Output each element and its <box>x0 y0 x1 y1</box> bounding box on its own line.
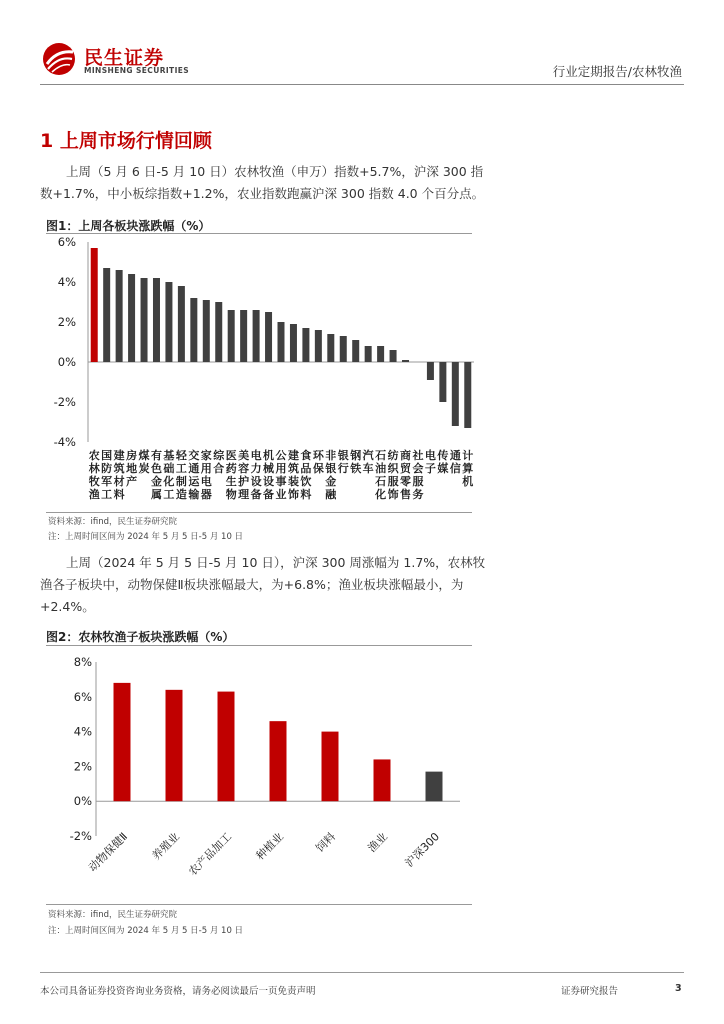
figure1-source: 资料来源：ifind，民生证券研究院 <box>48 517 177 527</box>
bar <box>439 362 446 402</box>
x-tick-label: 银行 <box>337 449 349 475</box>
section-title: 1 上周市场行情回顾 <box>40 130 212 152</box>
y-tick-label: 2% <box>73 759 92 774</box>
x-tick-label: 通信 <box>449 449 461 475</box>
bar <box>240 310 247 362</box>
bar <box>203 300 210 362</box>
y-tick-label: 8% <box>73 655 92 669</box>
logo-name-en: MINSHENG SECURITIES <box>84 66 190 75</box>
bar <box>178 286 185 362</box>
x-tick-label: 社会服务 <box>412 449 424 501</box>
footer-divider <box>40 972 684 973</box>
x-tick-label: 家用电器 <box>200 449 212 501</box>
bar <box>116 270 123 362</box>
bar <box>302 328 309 362</box>
bar <box>327 334 334 362</box>
paragraph-subsector-summary: 上周（2024 年 5 月 5 日-5 月 10 日），沪深 300 周涨幅为 1.7%，农林牧渔各子板块中，动物保健Ⅱ板块涨幅最大，为+6.8%；渔业板块涨幅最小，为+2.4%。 <box>40 555 486 614</box>
sector-change-bar-chart <box>46 234 476 512</box>
x-tick-label: 建筑材料 <box>113 449 125 501</box>
x-tick-label: 煤炭 <box>138 449 150 475</box>
bar <box>374 759 391 801</box>
bar <box>315 330 322 362</box>
footer-disclaimer: 本公司具备证券投资咨询业务资格，请务必阅读最后一页免责声明 <box>40 986 316 997</box>
x-tick-label: 电子 <box>424 449 436 475</box>
x-tick-label: 商贸零售 <box>400 449 412 501</box>
report-type: 行业定期报告/农林牧渔 <box>552 64 682 79</box>
bar <box>215 302 222 362</box>
x-tick-label: 饲料 <box>313 830 339 855</box>
bar <box>322 732 339 802</box>
bar <box>352 340 359 362</box>
y-tick-label: -4% <box>53 435 76 449</box>
x-tick-label: 食品饮料 <box>300 449 312 501</box>
y-tick-label: 6% <box>73 689 92 704</box>
bar <box>253 310 260 362</box>
x-tick-label: 轻工制造 <box>175 449 187 501</box>
figure1-note: 注：上周时间区间为 2024 年 5 月 5 日-5 月 10 日 <box>48 532 244 542</box>
x-tick-label: 美容护理 <box>238 449 250 501</box>
y-tick-label: 2% <box>57 315 76 329</box>
bar <box>103 268 110 362</box>
figure2-note: 注：上周时间区间为 2024 年 5 月 5 日-5 月 10 日 <box>48 926 244 936</box>
bar <box>278 322 285 362</box>
minsheng-logo-icon <box>40 42 78 76</box>
bar <box>91 248 98 362</box>
x-tick-label: 纺织服饰 <box>387 449 399 501</box>
x-tick-label: 建筑装饰 <box>287 449 299 501</box>
figure1-title: 图1：上周各板块涨跌幅（%） <box>46 219 211 233</box>
y-tick-label: -2% <box>53 395 76 409</box>
x-tick-label: 计算机 <box>462 449 474 488</box>
x-tick-label: 钢铁 <box>350 449 362 475</box>
figure2-source: 资料来源：ifind，民生证券研究院 <box>48 910 177 920</box>
bar <box>166 690 183 801</box>
bar <box>426 772 443 802</box>
bar <box>464 362 471 428</box>
x-tick-label: 公用事业 <box>275 449 287 501</box>
bar <box>153 278 160 362</box>
bar <box>265 312 272 362</box>
x-tick-label: 非银金融 <box>325 449 337 501</box>
x-tick-label: 养殖业 <box>149 830 183 863</box>
bar <box>128 274 135 362</box>
x-tick-label: 农产品加工 <box>186 830 235 879</box>
x-tick-label: 国防军工 <box>101 449 113 501</box>
x-tick-label: 渔业 <box>365 830 391 855</box>
bar <box>165 282 172 362</box>
x-tick-label: 沪深300 <box>402 830 443 870</box>
x-tick-label: 石油石化 <box>375 449 387 501</box>
bar <box>377 346 384 362</box>
x-tick-label: 种植业 <box>253 830 287 863</box>
figure2-bottom-rule <box>46 904 472 905</box>
bar <box>402 360 409 362</box>
x-tick-label: 机械设备 <box>263 449 275 501</box>
x-tick-label: 有色金属 <box>150 449 162 501</box>
y-tick-label: 0% <box>57 355 76 369</box>
bar <box>114 683 131 801</box>
figure1-bottom-rule <box>46 512 472 513</box>
logo-name-cn: 民生证券 <box>84 47 165 69</box>
bar <box>270 721 287 801</box>
y-tick-label: 6% <box>57 235 76 249</box>
bar <box>190 298 197 362</box>
bar <box>452 362 459 426</box>
bar <box>141 278 148 362</box>
x-tick-label: 传媒 <box>437 449 449 475</box>
figure2-top-rule <box>46 645 472 646</box>
x-tick-label: 环保 <box>312 449 324 475</box>
header-divider <box>40 84 684 85</box>
footer-report-label: 证券研究报告 <box>561 986 619 997</box>
x-tick-label: 交通运输 <box>188 449 200 501</box>
y-tick-label: -2% <box>69 829 92 843</box>
y-tick-label: 4% <box>73 724 92 739</box>
x-tick-label: 农林牧渔 <box>88 449 100 501</box>
x-tick-label: 电力设备 <box>250 449 262 501</box>
paragraph-market-summary: 上周（5 月 6 日-5 月 10 日）农林牧渔（申万）指数+5.7%，沪深 300 指数+1.7%，中小板综指数+1.2%，农业指数跑赢沪深 300 指数 4.0 个百分点。 <box>40 164 485 201</box>
y-tick-label: 4% <box>57 275 76 289</box>
bar <box>365 346 372 362</box>
x-tick-label: 汽车 <box>362 449 374 475</box>
bar <box>340 336 347 362</box>
x-tick-label: 房地产 <box>126 449 138 488</box>
bar <box>390 350 397 362</box>
figure2-title: 图2：农林牧渔子板块涨跌幅（%） <box>46 630 235 644</box>
y-tick-label: 0% <box>73 794 92 809</box>
bar <box>427 362 434 380</box>
x-tick-label: 基础化工 <box>163 449 175 501</box>
bar <box>290 324 297 362</box>
bar <box>218 692 235 802</box>
x-tick-label: 动物保健Ⅱ <box>85 830 131 875</box>
x-tick-label: 医药生物 <box>225 449 237 501</box>
subsector-change-bar-chart <box>46 648 476 904</box>
page-number: 3 <box>675 983 682 994</box>
bar <box>228 310 235 362</box>
x-tick-label: 综合 <box>213 449 225 475</box>
